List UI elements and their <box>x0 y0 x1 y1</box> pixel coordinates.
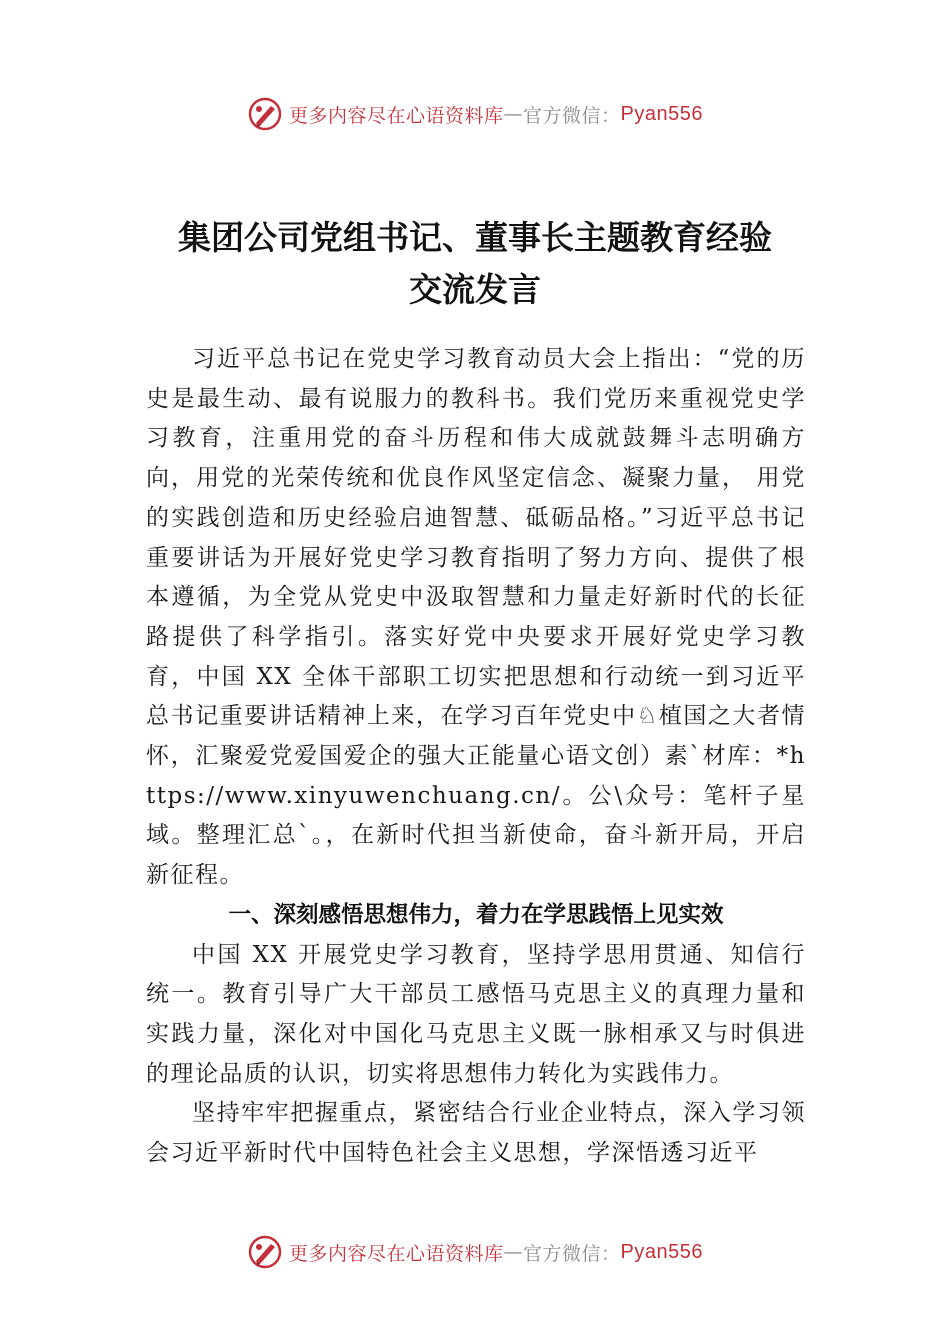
document-body <box>146 340 806 1174</box>
watermark-wechat-label: 官方微信： <box>523 1242 621 1265</box>
section-heading-1: 一、深刻感悟思想伟力，着力在学思践悟上见实效 <box>228 901 724 928</box>
title-line-2: 交流发言 <box>409 270 541 309</box>
body-paragraph-3: 坚持牢牢把握重点，紧密结合行业企业特点，深入学习领会习近平新时代中国特色社会主义思想，学深悟透习近平 <box>146 1100 806 1167</box>
title-line-1: 集团公司党组书记、董事长主题教育经验 <box>178 218 772 257</box>
pen-logo-icon <box>247 1234 283 1270</box>
watermark-wechat-label: 官方微信： <box>523 104 621 127</box>
watermark-slogan: 更多内容尽在心语资料库 <box>289 104 504 127</box>
body-paragraph-1: 习近平总书记在党史学习教育动员大会上指出：“党的历史是最生动、最有说服力的教科书。我们党历来重视党史学习教育，注重用党的奋斗历程和伟大成就鼓舞斗志明确方向，用党的光荣传统和优良作风坚定信念、凝聚力量， 用党的实践创造和历史经验启迪智慧、砥砺品格。”习近平总书记重要讲话为开展好党史学习教育指明了努力方向、提供了根本遵循，为全党从党史中汲取智慧和力量走好新时代的长征路提供了科学指引。落实好党中央要求开展好党史学习教育，中国 XX 全体干部职工切实把思想和行动统一到习近平总书记重要讲话精神上来，在学习百年党史中♘植国之大者情怀，汇聚爱党爱国爱企的强大正能量心语文创）素`材库：*https://www.xinyuwenchuang.cn/。公\众号：笔杆子星域。整理汇总`。，在新时代担当新使命，奋斗新开局，开启新征程。 <box>146 346 806 889</box>
watermark-wechat-id: Pyan556 <box>620 102 703 125</box>
watermark-separator: — <box>503 103 524 125</box>
document-title <box>120 212 830 316</box>
watermark-separator: — <box>503 1241 524 1263</box>
header-watermark-banner <box>0 92 950 136</box>
watermark-wechat-id: Pyan556 <box>620 1240 703 1263</box>
body-paragraph-2: 中国 XX 开展党史学习教育，坚持学思用贯通、知信行统一。教育引导广大干部员工感悟马克思主义的真理力量和实践力量，深化对中国化马克思主义既一脉相承又与时俱进的理论品质的认识，切实将思想伟力转化为实践伟力。 <box>146 941 806 1087</box>
watermark-slogan: 更多内容尽在心语资料库 <box>289 1242 504 1265</box>
footer-watermark-banner <box>0 1230 950 1274</box>
pen-logo-icon <box>247 96 283 132</box>
